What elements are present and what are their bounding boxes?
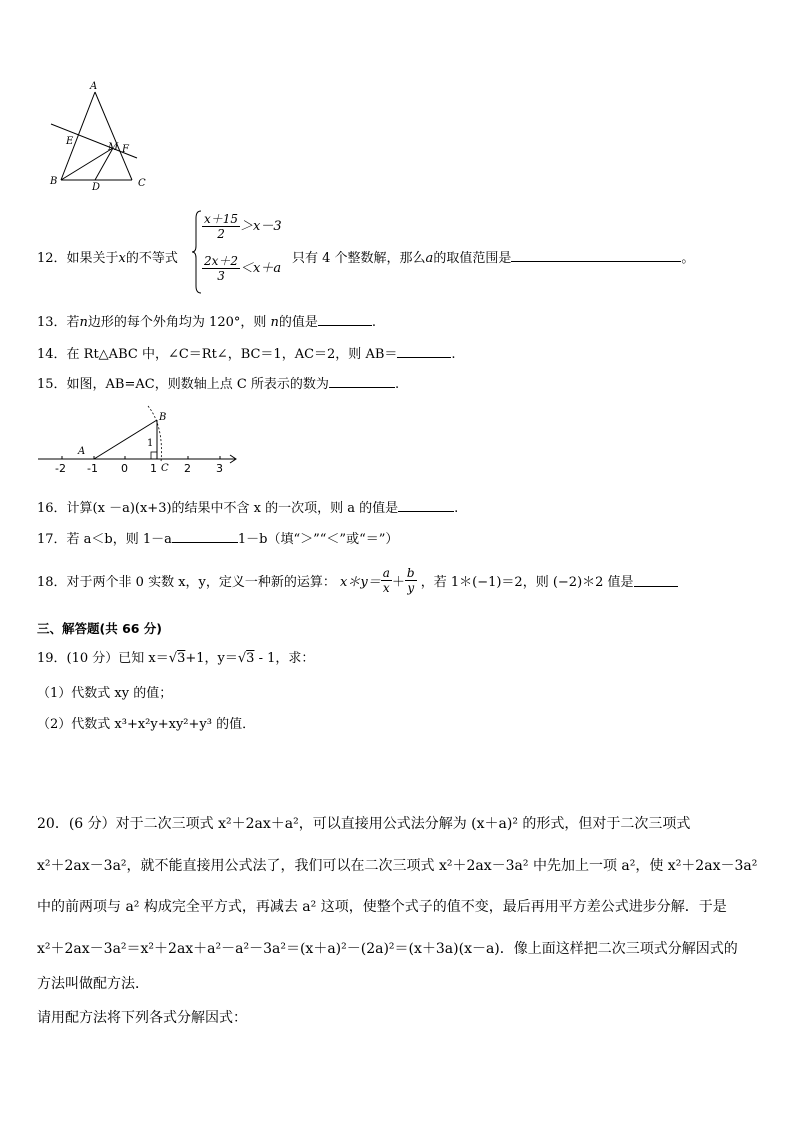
question-14: 14．在 Rt△ABC 中，∠C＝Rt∠，BC＝1，AC＝2，则 AB＝ . [37,347,456,362]
label-D: D [92,182,101,193]
q20-line4: x²＋2ax－3a²＝x²＋2ax＋a²－a²－3a²＝(x＋a)²－(2a)²＝(x＋3a)(x－a)．像上面这样把二次三项式分解因式的 [37,941,738,957]
label-A: A [90,81,98,92]
question-18: 18．对于两个非 0 实数 x，y，定义一种新的运算： x＊y＝ $\frac{a}{x}$ ＋ $\frac{b}{y}$ ，若 1＊(−1)＝2，则 (−2)＊2 值是 [37,566,678,595]
question-19: 19．(10 分）已知 x＝√3+1，y＝√3 - 1，求： [37,651,315,666]
question-16: 16．计算(x －a)(x+3)的结果中不含 x 的一次项，则 a 的值是 . [37,501,459,516]
label-B: B [50,176,58,187]
tick-label: -2 [55,462,66,475]
tick-label: 2 [184,462,191,475]
label-E: E [66,136,74,147]
label-C: C [138,178,146,189]
label-B: B [159,412,167,423]
brace-icon [192,210,202,294]
label-M: M [108,142,119,153]
number-line-figure [36,404,242,478]
q20-line1: 20．(6 分）对于二次三项式 x²＋2ax＋a²，可以直接用公式法分解为 (x＋a)² 的形式，但对于二次三项式 [37,816,691,832]
q12-prefix: 12．如果关于x的不等式 [37,251,178,266]
triangle-figure [45,78,155,193]
q20-line3: 中的前两项与 a² 构成完全平方式，再减去 a² 这项，使整个式子的值不变，最后再用平方差公式进步分解．于是 [37,899,727,915]
q20-line2: x²＋2ax－3a²，就不能直接用公式法了，我们可以在二次三项式 x²＋2ax－3a² 中先加上一项 a²，使 x²＋2ax－3a² [37,858,758,874]
label-C: C [161,463,169,474]
tick-label: 3 [216,462,223,475]
inequality-2: $\frac{2x+2}{3}$ ＜x＋a [204,254,282,283]
tick-label: -1 [87,462,98,475]
q12-suffix: 只有 4 个整数解，那么a的取值范围是 。 [292,251,695,266]
section-heading: 三、解答题(共 66 分) [37,621,163,636]
q20-line6: 请用配方法将下列各式分解因式： [37,1010,247,1026]
label-A: A [78,446,86,457]
q19-sub1: （1）代数式 xy 的值； [37,686,173,701]
inequality-1: $\frac{x+15}{2}$ ＞x－3 [204,212,282,241]
label-one: 1 [147,438,154,449]
tick-label: 1 [150,462,157,475]
label-F: F [122,144,129,155]
question-15: 15．如图，AB=AC，则数轴上点 C 所表示的数为 . [37,377,400,392]
q20-line5: 方法叫做配方法． [37,976,149,992]
question-17: 17．若 a＜b，则 1－a 1－b（填“＞”“＜”或“＝”） [37,532,399,547]
q19-sub2: （2）代数式 x³+x²y+xy²+y³ 的值． [37,717,256,732]
question-13: 13．若n边形的每个外角均为 120°，则 n的值是 . [37,315,377,330]
tick-label: 0 [121,462,128,475]
